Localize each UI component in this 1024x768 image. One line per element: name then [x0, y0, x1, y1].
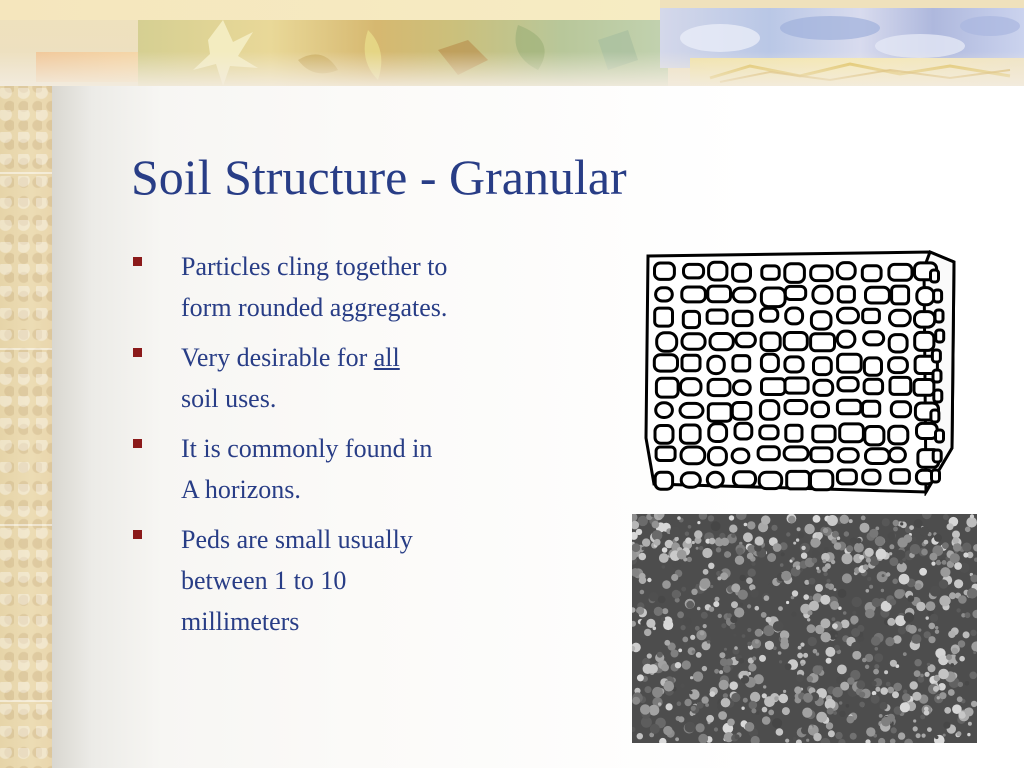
bullet-item	[131, 246, 551, 328]
bullet-item	[131, 519, 551, 642]
bullet-item	[131, 337, 551, 419]
bullet-line: between 1 to 10	[181, 566, 347, 595]
bullet-item	[131, 428, 551, 510]
bullet-list	[131, 246, 551, 651]
slide-title: Soil Structure - Granular	[131, 149, 627, 205]
bullet-line: soil uses.	[181, 384, 277, 413]
square-bullet-icon	[133, 530, 142, 539]
bullet-line: millimeters	[181, 607, 300, 636]
bullet-line: It is commonly found in	[181, 434, 433, 463]
bullet-line: Particles cling together to	[181, 252, 448, 281]
bullet-line: form rounded aggregates.	[181, 293, 448, 322]
square-bullet-icon	[133, 257, 142, 266]
granular-soil-photo	[632, 514, 977, 743]
decorative-banner	[0, 0, 1024, 86]
bullet-line	[181, 337, 551, 378]
underlined-word: all	[373, 343, 400, 372]
bullet-line: A horizons.	[181, 475, 301, 504]
bullet-text-pre: Very desirable for	[181, 343, 374, 372]
granular-structure-drawing	[640, 248, 962, 496]
square-bullet-icon	[133, 348, 142, 357]
bullet-line: Peds are small usually	[181, 525, 413, 554]
square-bullet-icon	[133, 439, 142, 448]
decorative-left-strip	[0, 0, 52, 768]
